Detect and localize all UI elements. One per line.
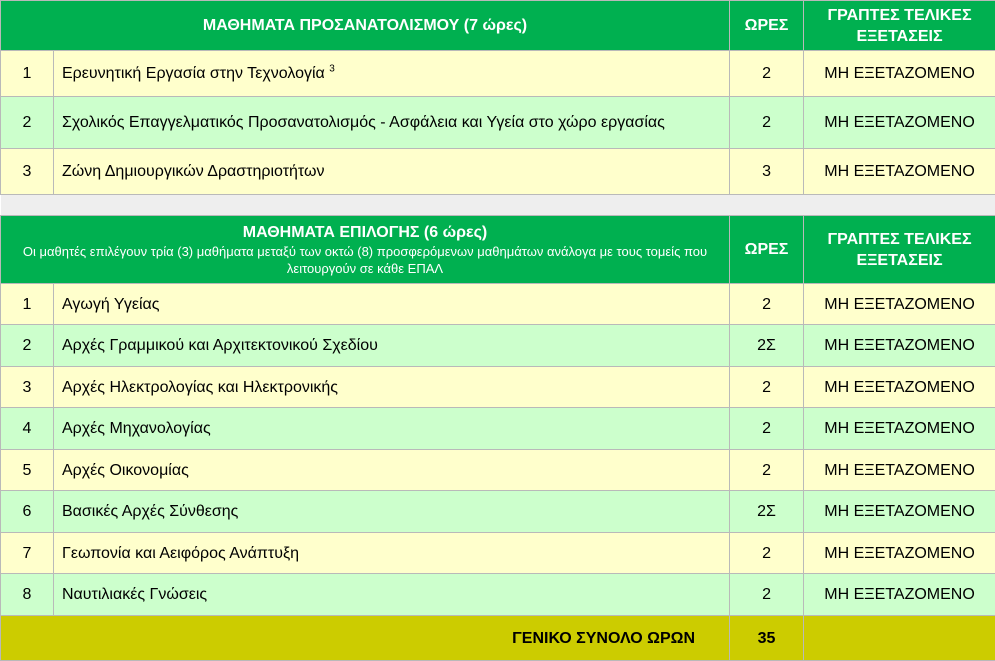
- course-exam: ΜΗ ΕΞΕΤΑΖΟΜΕΝΟ: [804, 149, 995, 195]
- section2-title: ΜΑΘΗΜΑΤΑ ΕΠΙΛΟΓΗΣ (6 ώρες): [5, 223, 725, 243]
- table-row: [1, 491, 995, 533]
- course-hours: 2: [730, 533, 804, 574]
- table-row: [1, 149, 995, 195]
- table-row: [1, 574, 995, 616]
- course-name: Ναυτιλιακές Γνώσεις: [54, 574, 730, 616]
- course-hours: 2: [730, 408, 804, 450]
- section1-hours-header: ΩΡΕΣ: [730, 1, 804, 51]
- course-name: Αγωγή Υγείας: [54, 284, 730, 325]
- total-hours: 35: [730, 616, 804, 661]
- table-row: [1, 51, 995, 97]
- course-name: Βασικές Αρχές Σύνθεσης: [54, 491, 730, 533]
- course-hours: 2: [730, 51, 804, 97]
- section2-title-cell: [1, 216, 730, 284]
- course-exam: ΜΗ ΕΞΕΤΑΖΟΜΕΝΟ: [804, 533, 995, 574]
- section2-subtitle: Οι μαθητές επιλέγουν τρία (3) μαθήματα μεταξύ των οκτώ (8) προσφερόμενων μαθημάτων ανάλογα με τους τομείς που λειτουργούν σε κάθε ΕΠΑΛ: [5, 243, 725, 277]
- course-exam: ΜΗ ΕΞΕΤΑΖΟΜΕΝΟ: [804, 367, 995, 408]
- course-name: Ερευνητική Εργασία στην Τεχνολογία $^3$: [54, 51, 730, 97]
- table-row: [1, 367, 995, 408]
- row-number: 3: [1, 367, 54, 408]
- section1-header-row: [1, 1, 995, 51]
- table-row: [1, 97, 995, 149]
- course-name: Γεωπονία και Αειφόρος Ανάπτυξη: [54, 533, 730, 574]
- row-number: 1: [1, 51, 54, 97]
- table-row: [1, 284, 995, 325]
- section1-title: ΜΑΘΗΜΑΤΑ ΠΡΟΣΑΝΑΤΟΛΙΣΜΟΥ (7 ώρες): [1, 1, 730, 51]
- course-name: Αρχές Οικονομίας: [54, 450, 730, 491]
- row-number: 2: [1, 325, 54, 367]
- course-exam: ΜΗ ΕΞΕΤΑΖΟΜΕΝΟ: [804, 574, 995, 616]
- total-empty-cell: [804, 616, 995, 661]
- course-hours: 3: [730, 149, 804, 195]
- course-exam: ΜΗ ΕΞΕΤΑΖΟΜΕΝΟ: [804, 491, 995, 533]
- course-name: Αρχές Ηλεκτρολογίας και Ηλεκτρονικής: [54, 367, 730, 408]
- section2-exam-header: ΓΡΑΠΤΕΣ ΤΕΛΙΚΕΣ ΕΞΕΤΑΣΕΙΣ: [804, 216, 995, 284]
- section2-hours-header: ΩΡΕΣ: [730, 216, 804, 284]
- course-hours: 2Σ: [730, 325, 804, 367]
- course-name: Ζώνη Δημιουργικών Δραστηριοτήτων: [54, 149, 730, 195]
- course-hours: 2: [730, 450, 804, 491]
- total-label: ΓΕΝΙΚΟ ΣΥΝΟΛΟ ΩΡΩΝ: [1, 616, 730, 661]
- row-number: 2: [1, 97, 54, 149]
- row-number: 3: [1, 149, 54, 195]
- course-name: Αρχές Μηχανολογίας: [54, 408, 730, 450]
- footnote-marker: 3: [329, 64, 335, 75]
- course-exam: ΜΗ ΕΞΕΤΑΖΟΜΕΝΟ: [804, 325, 995, 367]
- course-hours: 2: [730, 574, 804, 616]
- table-row: [1, 325, 995, 367]
- row-number: 4: [1, 408, 54, 450]
- course-hours: 2Σ: [730, 491, 804, 533]
- course-hours: 2: [730, 97, 804, 149]
- row-number: 1: [1, 284, 54, 325]
- section-divider: [1, 195, 995, 216]
- course-hours: 2: [730, 367, 804, 408]
- table-row: [1, 450, 995, 491]
- course-exam: ΜΗ ΕΞΕΤΑΖΟΜΕΝΟ: [804, 408, 995, 450]
- course-name: Σχολικός Επαγγελματικός Προσανατολισμός - Ασφάλεια και Υγεία στο χώρο εργασίας: [54, 97, 730, 149]
- course-hours: 2: [730, 284, 804, 325]
- table-row: [1, 408, 995, 450]
- row-number: 7: [1, 533, 54, 574]
- row-number: 6: [1, 491, 54, 533]
- row-number: 8: [1, 574, 54, 616]
- total-row: [1, 616, 995, 661]
- course-exam: ΜΗ ΕΞΕΤΑΖΟΜΕΝΟ: [804, 51, 995, 97]
- section2-header-row: [1, 216, 995, 284]
- course-name: Αρχές Γραμμικού και Αρχιτεκτονικού Σχεδίου: [54, 325, 730, 367]
- course-exam: ΜΗ ΕΞΕΤΑΖΟΜΕΝΟ: [804, 97, 995, 149]
- section1-exam-header: ΓΡΑΠΤΕΣ ΤΕΛΙΚΕΣ ΕΞΕΤΑΣΕΙΣ: [804, 1, 995, 51]
- course-exam: ΜΗ ΕΞΕΤΑΖΟΜΕΝΟ: [804, 284, 995, 325]
- course-exam: ΜΗ ΕΞΕΤΑΖΟΜΕΝΟ: [804, 450, 995, 491]
- row-number: 5: [1, 450, 54, 491]
- table-row: [1, 533, 995, 574]
